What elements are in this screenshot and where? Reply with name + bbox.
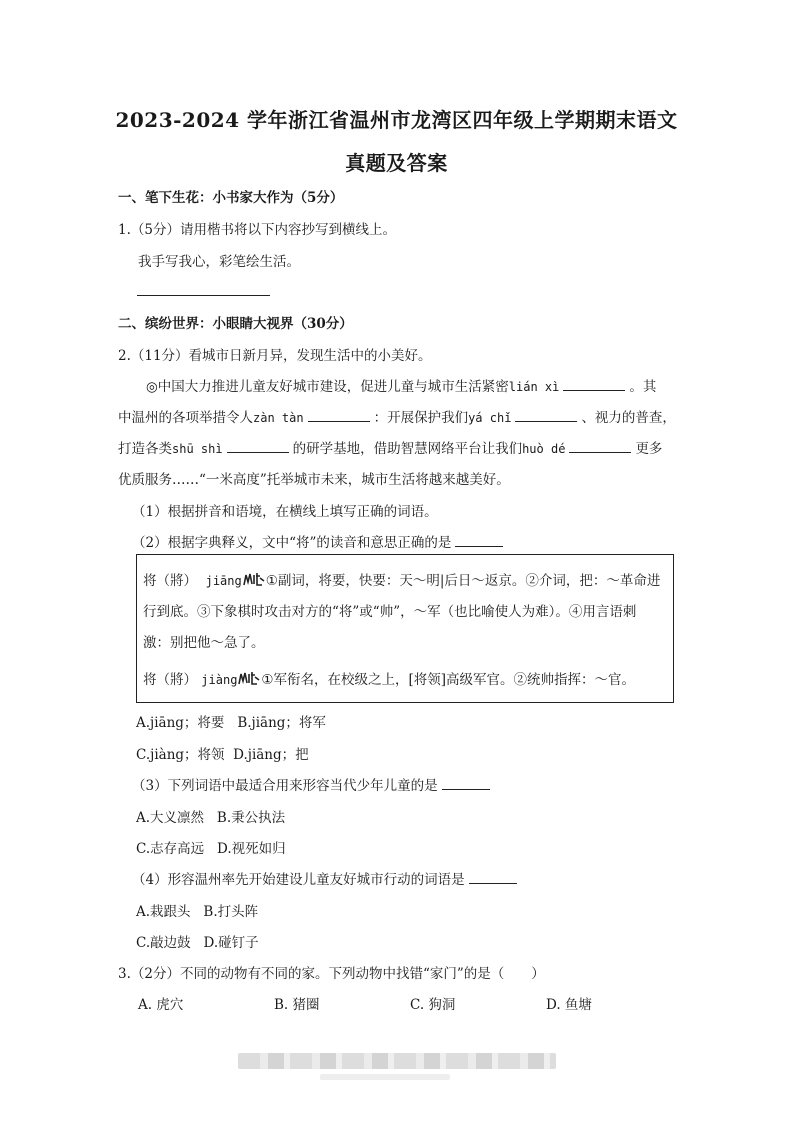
section2-heading: 二、缤纷世界：小眼睛大视界（30分） [118, 316, 353, 332]
section1-heading: 一、笔下生花：小书家大作为（5分） [118, 190, 344, 206]
option-c[interactable]: C.志存高远 [136, 841, 205, 857]
pronunciation-mark-icon [243, 572, 265, 586]
copy-text: 我手写我心，彩笔绘生活。 [138, 254, 300, 270]
sub-question-1: （1）根据拼音和语境，在横线上填写正确的词语。 [132, 504, 438, 520]
doc-title-line1: 2023-2024 学年浙江省温州市龙湾区四年级上学期期末语文 [115, 108, 678, 132]
pinyin-lianxi: lián xì [508, 380, 560, 394]
q3-option-a[interactable]: A. 虎穴 [138, 997, 184, 1013]
sub4-options-row2 [136, 931, 259, 951]
sub-question-4: （4）形容温州率先开始建设儿童友好城市行动的词语是 [132, 868, 521, 888]
dict-line-2: 行到底。③下象棋时攻击对方的“将”或“帅”，～军（也比喻使人为难）。④用言语刺 [143, 604, 637, 620]
passage-line-3: 打造各类shū shì 的研学基地，借助智慧网络平台让我们huò dé 更多 [118, 441, 663, 457]
answer-blank[interactable] [563, 378, 625, 391]
dict-line-3: 激：别把他～急了。 [143, 635, 265, 651]
pinyin-shushi: shū shì [172, 442, 223, 456]
question-1: 1.（5分）请用楷书将以下内容抄写到横线上。 [118, 222, 396, 238]
sub2-options-row1 [136, 711, 326, 731]
option-a[interactable]: A.大义凛然 [136, 810, 205, 826]
option-b[interactable]: B.打头阵 [203, 904, 259, 920]
option-a[interactable]: A.栽跟头 [136, 904, 191, 920]
option-b[interactable]: B.秉公执法 [216, 810, 286, 826]
option-d[interactable]: D.jiāng；把 [233, 747, 309, 763]
answer-blank[interactable] [227, 440, 289, 453]
passage-line-1: ◎中国大力推进儿童友好城市建设，促进儿童与城市生活紧密lián xì 。其 [146, 379, 657, 395]
doc-title-line2: 真题及答案 [345, 151, 448, 175]
sub3-options-row1 [136, 806, 285, 826]
option-c[interactable]: C.敲边鼓 [136, 935, 191, 951]
answer-blank[interactable] [515, 409, 577, 422]
answer-blank[interactable] [569, 440, 631, 453]
option-c[interactable]: C.jiàng；将领 [136, 747, 225, 763]
question-2: 2.（11分）看城市日新月异，发现生活中的小美好。 [118, 348, 432, 364]
pinyin-huode: huò dé [522, 442, 566, 456]
pronunciation-mark-icon [238, 671, 260, 685]
dict-line-4: 将（將） jiàng ①军衔名，在校级之上，[将领]高级军官。②统帅指挥：～官。 [143, 672, 636, 688]
writing-line [137, 295, 270, 296]
option-d[interactable]: D.视死如归 [217, 841, 286, 857]
sub4-options-row1 [136, 900, 258, 920]
option-d[interactable]: D.碰钉子 [203, 935, 259, 951]
blurred-watermark [238, 1053, 556, 1069]
dictionary-box [136, 554, 674, 703]
sub2-options-row2 [136, 743, 309, 763]
answer-blank[interactable] [308, 409, 370, 422]
option-b[interactable]: B.jiāng；将军 [237, 715, 326, 731]
sub3-options-row2 [136, 837, 286, 857]
passage-line-4: 优质服务……“一米高度”托举城市未来，城市生活将越来越美好。 [118, 472, 510, 488]
q3-option-b[interactable]: B. 猪圈 [274, 997, 320, 1013]
option-a[interactable]: A.jiāng；将要 [136, 715, 225, 731]
answer-blank[interactable] [469, 871, 517, 884]
answer-blank[interactable] [455, 534, 503, 547]
pinyin-yachi: yá chǐ [468, 411, 512, 425]
passage-line-2: 中温州的各项举措令人zàn tàn ：开展保护我们yá chǐ 、视力的普查， [118, 410, 676, 426]
answer-blank[interactable] [442, 777, 490, 790]
question-3: 3.（2分）不同的动物有不同的家。下列动物中找错“家门”的是（ ） [118, 966, 545, 982]
q3-option-d[interactable]: D. 鱼塘 [546, 997, 592, 1013]
sub-question-3: （3）下列词语中最适合用来形容当代少年儿童的是 [132, 774, 494, 794]
dict-line-1: 将（將） jiāng ①副词，将要，快要：天～明|后日～返京。②介词，把：～革命进 [143, 573, 661, 589]
pinyin-zantan: zàn tàn [253, 411, 304, 425]
blurred-watermark-subline [320, 1074, 450, 1080]
sub-question-2: （2）根据字典释义，文中“将”的读音和意思正确的是 [132, 531, 507, 551]
q3-option-c[interactable]: C. 狗洞 [410, 997, 456, 1013]
